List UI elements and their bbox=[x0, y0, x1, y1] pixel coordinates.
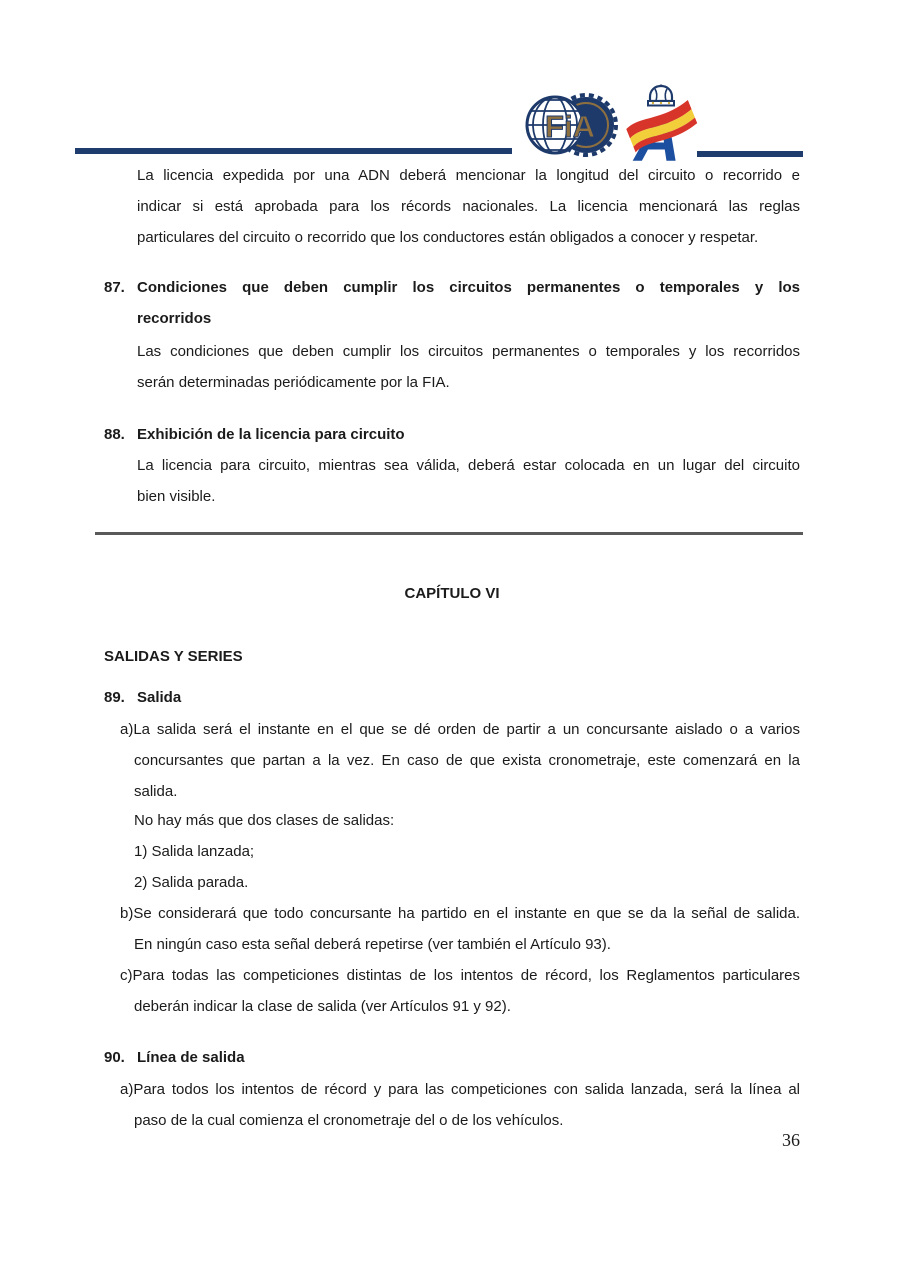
article-88-body: La licencia para circuito, mientras sea válida, deberá estar colocada en un lugar del circuito bien visible. bbox=[137, 457, 800, 505]
header-rule-left bbox=[75, 148, 512, 154]
article-89-heading bbox=[104, 682, 800, 713]
article-88-title: Exhibición de la licencia para circuito bbox=[137, 426, 405, 443]
article-89-number: 89. bbox=[104, 689, 125, 706]
article-89-note: No hay más que dos clases de salidas: bbox=[134, 812, 395, 829]
intro-paragraph: La licencia expedida por una ADN deberá mencionar la longitud del circuito o recorrido e indicar si está aprobada para los récords nacionales. La licencia mencionará las reglas particulares del circuito o recorrido que los conductores están obligados a conocer y respetar. bbox=[137, 167, 800, 246]
article-90-title: Línea de salida bbox=[137, 1049, 245, 1066]
chapter-subtitle: SALIDAS Y SERIES bbox=[104, 648, 243, 665]
rfeda-logo-icon bbox=[620, 83, 702, 165]
header-rule-right bbox=[697, 151, 803, 157]
section-divider bbox=[95, 532, 803, 535]
article-89-enum-1: 1) Salida lanzada; bbox=[134, 843, 255, 860]
article-89-item-a: a)La salida será el instante en el que se dé orden de partir a un concursante aislado o a varios concursantes que partan a la vez. En caso de que exista cronometraje, este comenzará en la salida. bbox=[120, 721, 800, 800]
article-89-enum-2: 2) Salida parada. bbox=[134, 874, 249, 891]
article-87-heading bbox=[104, 272, 800, 334]
article-87-number: 87. bbox=[104, 279, 125, 296]
article-90-item-a: a)Para todos los intentos de récord y para las competiciones con salida lanzada, será la línea al paso de la cual comienza el cronometraje del o de los vehículos. bbox=[120, 1081, 800, 1129]
article-90-heading bbox=[104, 1042, 800, 1073]
article-87-title: Condiciones que deben cumplir los circuitos permanentes o temporales y los recorridos bbox=[137, 279, 800, 327]
article-87-body: Las condiciones que deben cumplir los circuitos permanentes o temporales y los recorridos serán determinadas periódicamente por la FIA. bbox=[137, 343, 800, 391]
page-number: 36 bbox=[782, 1130, 800, 1150]
chapter-title: CAPÍTULO VI bbox=[404, 585, 500, 602]
article-89-item-b: b)Se considerará que todo concursante ha partido en el instante en que se da la señal de salida. En ningún caso esta señal deberá repetirse (ver también el Artículo 93). bbox=[120, 905, 800, 953]
article-90-number: 90. bbox=[104, 1049, 125, 1066]
article-89-title: Salida bbox=[137, 689, 182, 706]
fia-logo-text: FiA bbox=[545, 109, 595, 144]
article-88-heading bbox=[104, 419, 800, 450]
article-89-item-c: c)Para todas las competiciones distintas de los intentos de récord, los Reglamentos particulares deberán indicar la clase de salida (ver Artículos 91 y 92). bbox=[120, 967, 800, 1015]
article-88-number: 88. bbox=[104, 426, 125, 443]
fia-logo-icon bbox=[524, 89, 618, 161]
